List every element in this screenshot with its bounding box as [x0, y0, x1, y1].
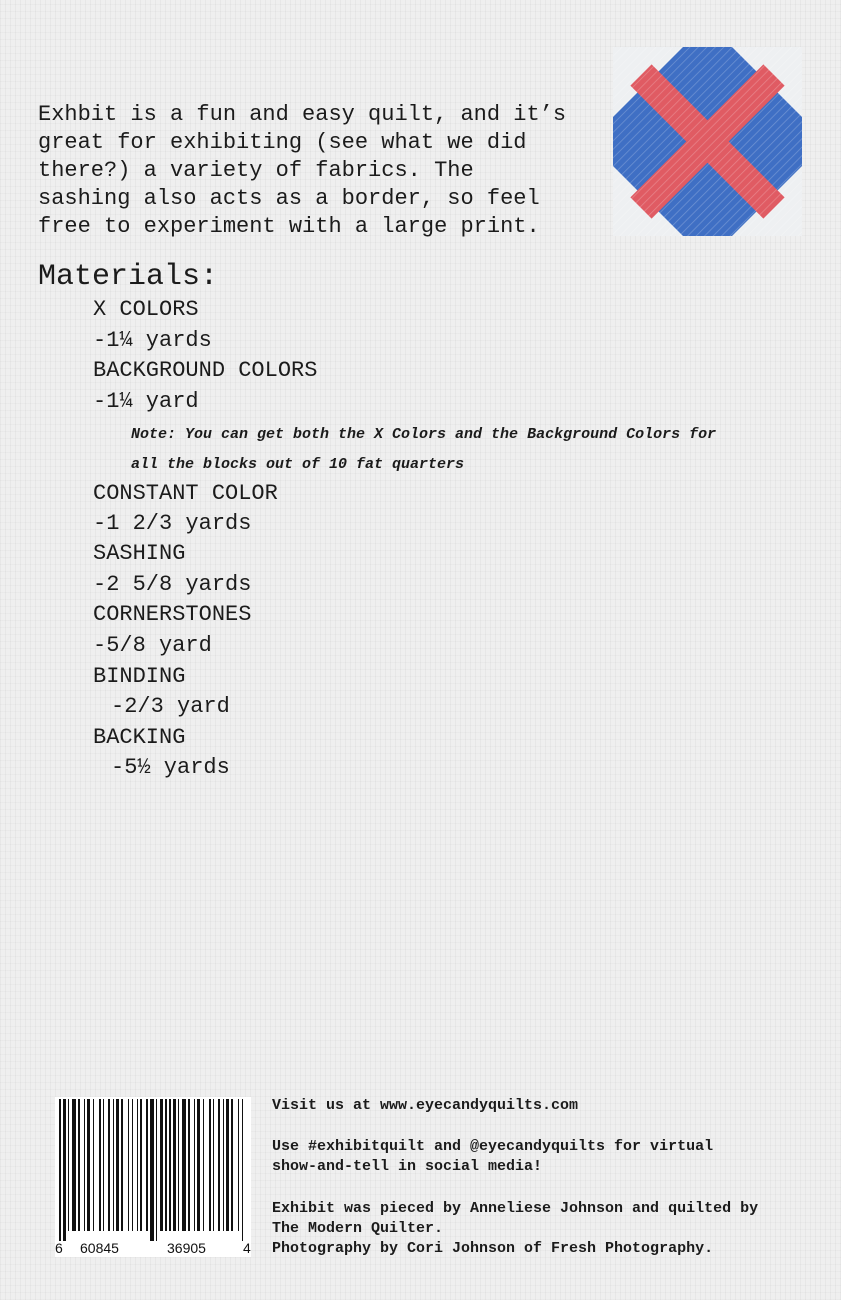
website-link[interactable]: Visit us at www.eyecandyquilts.com	[272, 1097, 579, 1114]
social-text: Use #exhibitquilt and @eyecandyquilts for virtual	[272, 1138, 714, 1155]
barcode-digit-first: 6	[55, 1240, 63, 1256]
barcode-bar	[226, 1099, 229, 1231]
barcode-bar	[140, 1099, 142, 1231]
quilt-block-photo	[613, 47, 802, 236]
barcode-bar	[223, 1099, 224, 1231]
barcode-bar	[173, 1099, 176, 1231]
barcode-digits-group2: 36905	[167, 1240, 206, 1256]
barcode-bar	[146, 1099, 148, 1231]
materials-heading: Materials:	[38, 260, 219, 294]
credit-text: The Modern Quilter.	[272, 1220, 444, 1237]
material-amount: -1¼ yard	[93, 389, 199, 414]
barcode-bar	[63, 1099, 66, 1241]
material-label: CORNERSTONES	[93, 602, 252, 627]
material-amount: -1 2/3 yards	[93, 511, 252, 536]
barcode-bar	[93, 1099, 94, 1231]
barcode-bar	[72, 1099, 76, 1231]
barcode-bar	[203, 1099, 204, 1231]
barcode-bar	[238, 1099, 239, 1231]
barcode-bar	[78, 1099, 80, 1231]
intro-line: free to experiment with a large print.	[38, 214, 540, 239]
barcode	[55, 1097, 251, 1257]
barcode-bar	[178, 1099, 179, 1231]
barcode-bar	[188, 1099, 190, 1231]
material-amount: -1¼ yards	[93, 328, 212, 353]
intro-line: sashing also acts as a border, so feel	[38, 186, 540, 211]
intro-line: Exhbit is a fun and easy quilt, and it’s	[38, 102, 567, 127]
barcode-bar	[197, 1099, 200, 1231]
barcode-bar	[113, 1099, 114, 1231]
barcode-bar	[68, 1099, 69, 1231]
barcode-bar	[84, 1099, 85, 1231]
barcode-bar	[137, 1099, 138, 1231]
barcode-bar	[218, 1099, 220, 1231]
barcode-bar	[87, 1099, 90, 1231]
materials-note: Note: You can get both the X Colors and the Background Colors for	[131, 426, 717, 443]
barcode-bar	[132, 1099, 133, 1231]
intro-line: there?) a variety of fabrics. The	[38, 158, 474, 183]
barcode-bar	[121, 1099, 123, 1231]
barcode-bar	[182, 1099, 186, 1231]
social-text: show-and-tell in social media!	[272, 1158, 543, 1175]
barcode-bar	[231, 1099, 233, 1231]
materials-note: all the blocks out of 10 fat quarters	[131, 456, 465, 473]
material-amount: -5½ yards	[111, 755, 230, 780]
material-label: CONSTANT COLOR	[93, 481, 278, 506]
barcode-bar	[59, 1099, 61, 1241]
barcode-bar	[99, 1099, 101, 1231]
credit-text: Photography by Cori Johnson of Fresh Photography.	[272, 1240, 714, 1257]
barcode-bar	[169, 1099, 171, 1231]
barcode-bar	[213, 1099, 214, 1231]
barcode-bar	[108, 1099, 110, 1231]
material-amount: -2/3 yard	[111, 694, 230, 719]
barcode-bar	[156, 1099, 157, 1241]
barcode-bar	[103, 1099, 104, 1231]
material-label: BACKGROUND COLORS	[93, 358, 318, 383]
material-label: X COLORS	[93, 297, 199, 322]
barcode-bar	[128, 1099, 129, 1231]
barcode-digits-group1: 60845	[80, 1240, 119, 1256]
barcode-bar	[242, 1099, 243, 1241]
material-amount: -5/8 yard	[93, 633, 212, 658]
barcode-bar	[194, 1099, 195, 1231]
barcode-bar	[116, 1099, 119, 1231]
material-label: SASHING	[93, 541, 186, 566]
intro-line: great for exhibiting (see what we did	[38, 130, 527, 155]
barcode-bar	[209, 1099, 211, 1231]
barcode-bar	[150, 1099, 154, 1241]
credit-text: Exhibit was pieced by Anneliese Johnson and quilted by	[272, 1200, 759, 1217]
intro-paragraph	[38, 101, 608, 241]
material-label: BACKING	[93, 725, 186, 750]
barcode-digit-last: 4	[243, 1240, 251, 1256]
material-label: BINDING	[93, 664, 186, 689]
barcode-bar	[160, 1099, 163, 1231]
barcode-bar	[165, 1099, 167, 1231]
material-amount: -2 5/8 yards	[93, 572, 252, 597]
